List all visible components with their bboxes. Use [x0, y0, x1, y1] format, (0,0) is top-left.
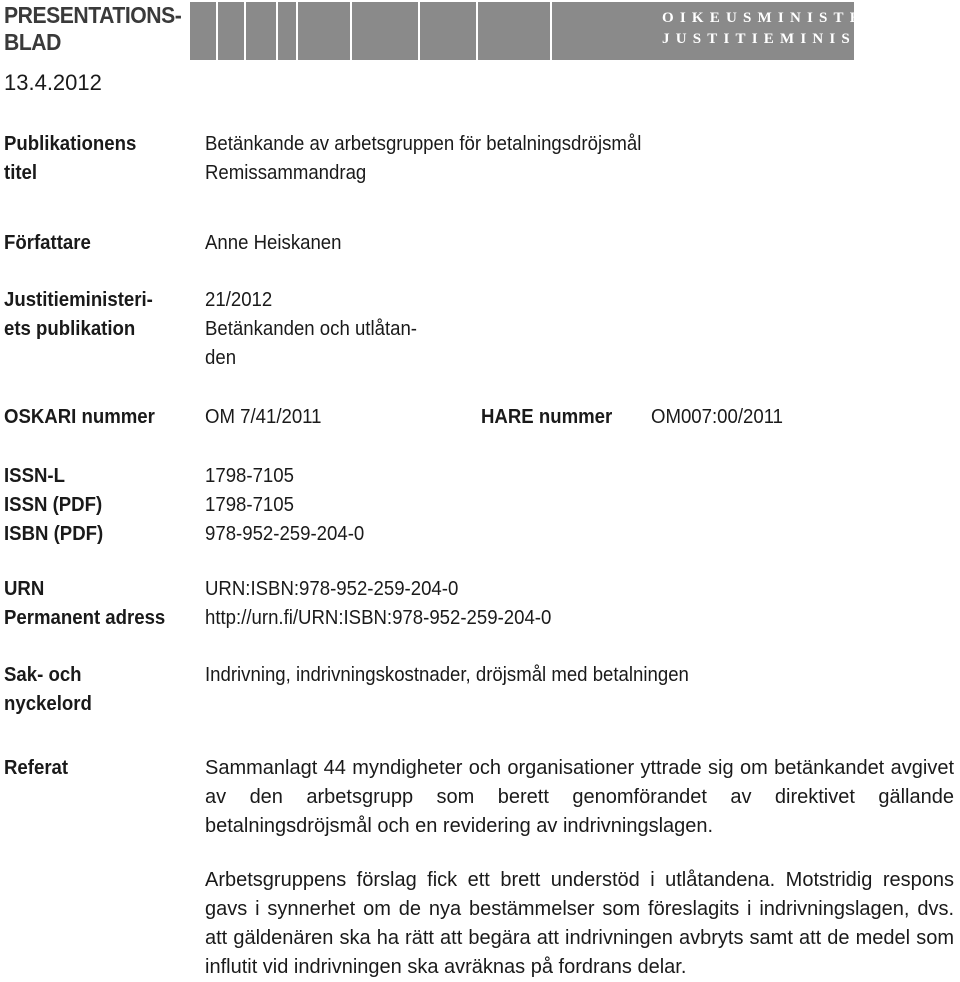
header-bar: [420, 2, 476, 60]
title-value: Betänkande av arbetsgruppen för betalningsdröjsmål: [205, 133, 642, 155]
publication-label: Justitieministeri-: [4, 289, 153, 311]
header-bar: [478, 2, 550, 60]
title-line-1: PRESENTATIONS-: [4, 2, 182, 28]
publication-label-cont: ets publikation: [4, 318, 136, 340]
isbn-pdf-label: ISBN (PDF): [4, 523, 104, 545]
ministry-name: [662, 8, 952, 50]
urn-value: URN:ISBN:978-952-259-204-0: [205, 578, 459, 600]
publication-number: 21/2012: [205, 289, 273, 311]
header-bar: [352, 2, 418, 60]
issn-l-label: ISSN-L: [4, 465, 65, 487]
oskari-label: OSKARI nummer: [4, 406, 155, 428]
header-bar: [218, 2, 244, 60]
publication-series: Betänkanden och utlåtan-: [205, 318, 417, 340]
title-subtitle-value: Remissammandrag: [205, 162, 367, 184]
title-label-cont: titel: [4, 162, 38, 184]
header-bar: [298, 2, 350, 60]
hare-label: HARE nummer: [481, 406, 613, 428]
abstract-label: Referat: [4, 757, 69, 779]
issn-l-value: 1798-7105: [205, 465, 294, 487]
permanent-address-label: Permanent adress: [4, 607, 166, 629]
author-value: Anne Heiskanen: [205, 232, 342, 254]
isbn-pdf-value: 978-952-259-204-0: [205, 523, 365, 545]
title-line-2: BLAD: [4, 29, 61, 55]
issn-pdf-label: ISSN (PDF): [4, 494, 103, 516]
ministry-name-finnish: OIKEUSMINISTERIÖ: [662, 10, 913, 26]
abstract-paragraph-2: Arbetsgruppens förslag fick ett brett understöd i utlåtandena. Motstridig respons gavs i synnerhet om de nya bestämmelser som föreslagits i indrivningslagen, dvs. att gäldenären ska ha rätt att begära att indrivningen avbryts samt att de medel som influtit vid indrivningen ska avräknas på fordrans delar.: [205, 869, 954, 978]
document-date: 13.4.2012: [4, 70, 102, 95]
keywords-value: Indrivning, indrivningskostnader, dröjsmål med betalningen: [205, 664, 689, 686]
title-label: Publikationens: [4, 133, 137, 155]
hare-value: OM007:00/2011: [651, 406, 784, 428]
header-bar: [278, 2, 296, 60]
header-bar: [190, 2, 216, 60]
urn-label: URN: [4, 578, 45, 600]
author-label: Författare: [4, 232, 91, 254]
presentation-sheet-title: [4, 2, 181, 56]
oskari-value: OM 7/41/2011: [205, 406, 322, 428]
keywords-label-cont: nyckelord: [4, 693, 92, 715]
permanent-address-link[interactable]: http://urn.fi/URN:ISBN:978-952-259-204-0: [205, 607, 552, 629]
publication-series-cont: den: [205, 347, 237, 369]
issn-pdf-value: 1798-7105: [205, 494, 294, 516]
keywords-label: Sak- och: [4, 664, 82, 686]
abstract-paragraph-1: Sammanlagt 44 myndigheter och organisationer yttrade sig om betänkandet avgivet av den arbetsgrupp som berett genomförandet av direktivet gällande betalningsdröjsmål och en revidering av indrivningslagen.: [205, 757, 954, 837]
ministry-name-swedish: JUSTITIEMINISTERIET: [662, 31, 950, 47]
header-bar: [246, 2, 276, 60]
